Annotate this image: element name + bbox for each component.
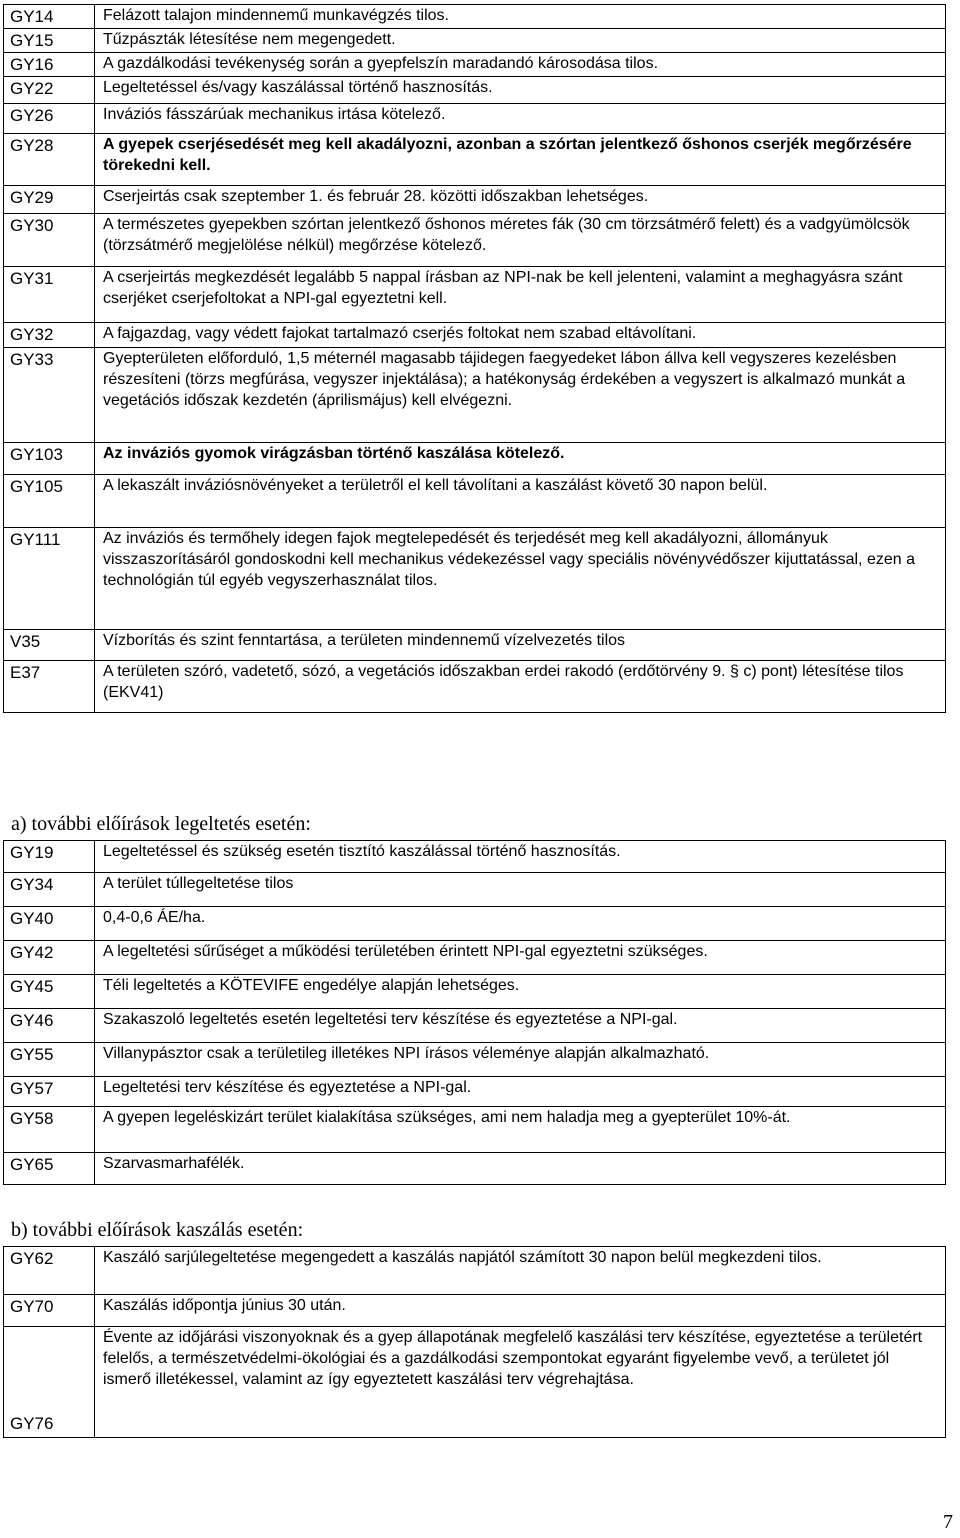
rule-code: GY58 (4, 1107, 95, 1153)
rule-code: GY15 (4, 29, 95, 53)
table-row (4, 975, 946, 1009)
table-row (4, 5, 946, 29)
rule-text: Gyepterületen előforduló, 1,5 méternél magasabb tájidegen faegyedeket lábon állva kell vegyszeres kezelésben részesíteni (törzs megfúrása, vegyszer injektálása); a hatékonyság érdekében a vegyszert is alkalmazó munkát a vegetációs időszak kezdetén (áprilismájus) kell elvégezni. (95, 348, 946, 443)
table-row (4, 630, 946, 661)
table-row (4, 873, 946, 907)
rule-code: GY34 (4, 873, 95, 907)
rule-code: E37 (4, 661, 95, 713)
rule-text: A gyepen legeléskizárt terület kialakítása szükséges, ami nem haladja meg a gyepterület 10%-át. (95, 1107, 946, 1153)
table-row (4, 941, 946, 975)
table-row (4, 1107, 946, 1153)
rule-text: A legeltetési sűrűséget a működési területében érintett NPI-gal egyeztetni szükséges. (95, 941, 946, 975)
rule-code: V35 (4, 630, 95, 661)
rule-code: GY76 (4, 1327, 95, 1438)
rule-code: GY105 (4, 475, 95, 528)
rule-text: A cserjeirtás megkezdését legalább 5 nappal írásban az NPI-nak be kell jelenteni, valamint a meghagyásra szánt cserjéket cserjefoltokat a NPI-gal egyeztetni kell. (95, 267, 946, 323)
rule-code: GY26 (4, 104, 95, 134)
rule-code: GY14 (4, 5, 95, 29)
rule-code: GY30 (4, 214, 95, 267)
rule-code: GY70 (4, 1295, 95, 1327)
rule-code: GY57 (4, 1077, 95, 1107)
table-row (4, 1247, 946, 1295)
rule-text: A lekaszált inváziósnövényeket a területről el kell távolítani a kaszálást követő 30 napon belül. (95, 475, 946, 528)
rule-text: A terület túllegeltetése tilos (95, 873, 946, 907)
rule-text: Legeltetéssel és szükség esetén tisztító kaszálással történő hasznosítás. (95, 841, 946, 873)
rule-text: Az inváziós és termőhely idegen fajok megtelepedését és terjedését meg kell akadályozni, állományuk visszaszorításáról gondoskodni kell mechanikus védekezéssel vagy speciális növényvédőszer kijuttatással, ezen a technológián túl egyéb vegyszerhasználat tilos. (95, 528, 946, 630)
rule-code: GY55 (4, 1043, 95, 1077)
rule-code: GY42 (4, 941, 95, 975)
table-row (4, 186, 946, 214)
table-row (4, 323, 946, 348)
rule-text: Legeltetési terv készítése és egyeztetése a NPI-gal. (95, 1077, 946, 1107)
rule-code: GY22 (4, 77, 95, 104)
table-row (4, 443, 946, 475)
rule-code: GY16 (4, 53, 95, 77)
table-row (4, 348, 946, 443)
rule-text: Legeltetéssel és/vagy kaszálással történő hasznosítás. (95, 77, 946, 104)
table-row (4, 29, 946, 53)
page-number: 7 (943, 1511, 953, 1533)
rules-table-general (3, 4, 946, 713)
section-title-grazing: a) további előírások legeltetés esetén: (11, 813, 311, 835)
rule-code: GY33 (4, 348, 95, 443)
rule-code: GY65 (4, 1153, 95, 1185)
rule-text: Szakaszoló legeltetés esetén legeltetési terv készítése és egyeztetése a NPI-gal. (95, 1009, 946, 1043)
table-row (4, 1077, 946, 1107)
rule-text: 0,4-0,6 ÁE/ha. (95, 907, 946, 941)
rule-text: A gazdálkodási tevékenység során a gyepfelszín maradandó károsodása tilos. (95, 53, 946, 77)
rule-text: Villanypásztor csak a területileg illetékes NPI írásos véleménye alapján alkalmazható. (95, 1043, 946, 1077)
rule-code: GY40 (4, 907, 95, 941)
rule-text: Évente az időjárási viszonyoknak és a gyep állapotának megfelelő kaszálási terv készítése, egyeztetése a területért felelős, a természetvédelmi-ökológiai és a gazdálkodási szempontokat egyaránt figyelembe vevő, a területet jól ismerő illetékessel, valamint az így egyeztetett kaszálási terv végrehajtása. (95, 1327, 946, 1438)
table-row (4, 53, 946, 77)
rule-code: GY111 (4, 528, 95, 630)
table-row (4, 528, 946, 630)
table-row (4, 134, 946, 186)
table-row (4, 475, 946, 528)
table-row (4, 267, 946, 323)
rule-text: Cserjeirtás csak szeptember 1. és február 28. közötti időszakban lehetséges. (95, 186, 946, 214)
rule-code: GY32 (4, 323, 95, 348)
rule-code: GY46 (4, 1009, 95, 1043)
table-row (4, 841, 946, 873)
rule-text: Szarvasmarhafélék. (95, 1153, 946, 1185)
rule-code: GY103 (4, 443, 95, 475)
rule-text: Téli legeltetés a KÖTEVIFE engedélye alapján lehetséges. (95, 975, 946, 1009)
rule-text: A természetes gyepekben szórtan jelentkező őshonos méretes fák (30 cm törzsátmérő felett) és a vadgyümölcsök (törzsátmérő megjelölése nélkül) megőrzése kötelező. (95, 214, 946, 267)
rule-text: Inváziós fásszárúak mechanikus irtása kötelező. (95, 104, 946, 134)
rules-table-mowing (3, 1246, 946, 1438)
rules-table-grazing (3, 840, 946, 1185)
rule-text: Kaszáló sarjúlegeltetése megengedett a kaszálás napjától számított 30 napon belül megkezdeni tilos. (95, 1247, 946, 1295)
rule-text: Tűzpászták létesítése nem megengedett. (95, 29, 946, 53)
table-row (4, 104, 946, 134)
section-title-mowing: b) további előírások kaszálás esetén: (11, 1219, 304, 1241)
rule-code: GY62 (4, 1247, 95, 1295)
table-row (4, 1153, 946, 1185)
rule-text: A gyepek cserjésedését meg kell akadályozni, azonban a szórtan jelentkező őshonos cserjék megőrzésére törekedni kell. (95, 134, 946, 186)
rule-code: GY28 (4, 134, 95, 186)
rule-code: GY31 (4, 267, 95, 323)
table-row (4, 1043, 946, 1077)
rule-text: Felázott talajon mindennemű munkavégzés tilos. (95, 5, 946, 29)
table-row (4, 1009, 946, 1043)
rule-text: Az inváziós gyomok virágzásban történő kaszálása kötelező. (95, 443, 946, 475)
table-row (4, 1295, 946, 1327)
table-row (4, 214, 946, 267)
rule-code: GY19 (4, 841, 95, 873)
rule-text: Vízborítás és szint fenntartása, a területen mindennemű vízelvezetés tilos (95, 630, 946, 661)
rule-text: Kaszálás időpontja június 30 után. (95, 1295, 946, 1327)
table-row (4, 1327, 946, 1438)
rule-code: GY45 (4, 975, 95, 1009)
rule-code: GY29 (4, 186, 95, 214)
table-row (4, 77, 946, 104)
rule-text: A területen szóró, vadetető, sózó, a vegetációs időszakban erdei rakodó (erdőtörvény 9. § c) pont) létesítése tilos (EKV41) (95, 661, 946, 713)
table-row (4, 661, 946, 713)
table-row (4, 907, 946, 941)
rule-text: A fajgazdag, vagy védett fajokat tartalmazó cserjés foltokat nem szabad eltávolítani. (95, 323, 946, 348)
